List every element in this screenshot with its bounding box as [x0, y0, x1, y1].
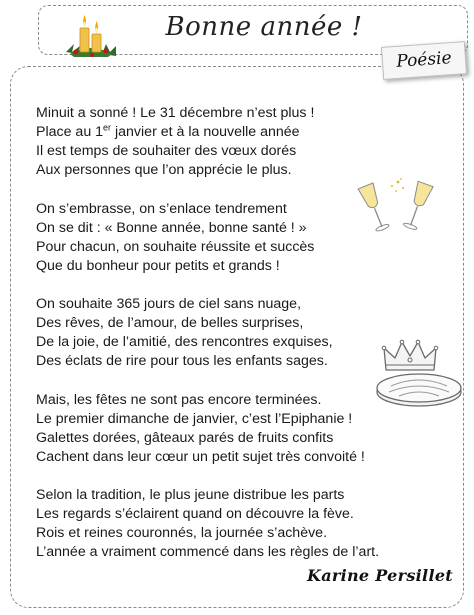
poem-line: On s’embrasse, on s’enlace tendrement — [36, 200, 287, 217]
poem-line: Place au 1er janvier et à la nouvelle année — [36, 122, 300, 140]
poem-line: Minuit a sonné ! Le 31 décembre n’est plus ! — [36, 105, 315, 121]
poem-line: Rois et reines couronnés, la journée s’achève. — [36, 525, 328, 541]
poem-line: Les regards s’éclairent quand on découvre la fève. — [36, 506, 354, 522]
poem-text — [36, 104, 436, 562]
champagne-glasses-icon — [356, 176, 440, 242]
poem-line: Il est temps de souhaiter des vœux dorés — [36, 143, 297, 159]
author-signature: Karine Persillet — [307, 566, 453, 585]
poem-line: Aux personnes que l’on apprécie le plus. — [36, 162, 292, 178]
page-title: Bonne année ! — [165, 12, 363, 42]
poem-line: Des éclats de rire pour tous les enfants sages. — [36, 353, 328, 369]
poem-line: Selon la tradition, le plus jeune distribue les parts — [36, 487, 345, 503]
poem-line: Que du bonheur pour petits et grands ! — [36, 257, 280, 274]
poem-line: On souhaite 365 jours de ciel sans nuage, — [36, 296, 302, 312]
category-tag: Poésie — [381, 41, 467, 80]
poem-line: Pour chacun, on souhaite réussite et succès — [36, 238, 315, 255]
poem-line: Cachent dans leur cœur un petit sujet très convoité ! — [36, 448, 365, 465]
poem-line: Mais, les fêtes ne sont pas encore terminées. — [36, 391, 322, 408]
poem-line: Galettes dorées, gâteaux parés de fruits confits — [36, 429, 334, 446]
poem-line: Des rêves, de l’amour, de belles surprises, — [36, 315, 304, 331]
poem-line: Le premier dimanche de janvier, c’est l’Epiphanie ! — [36, 410, 353, 427]
poem-line: De la joie, de l’amitié, des rencontres exquises, — [36, 334, 333, 350]
poem-line: On se dit : « Bonne année, bonne santé ! » — [36, 219, 307, 236]
candles-icon — [62, 8, 120, 58]
galette-icon — [373, 366, 465, 410]
poem-line: L’année a vraiment commencé dans les règles de l’art. — [36, 544, 380, 560]
